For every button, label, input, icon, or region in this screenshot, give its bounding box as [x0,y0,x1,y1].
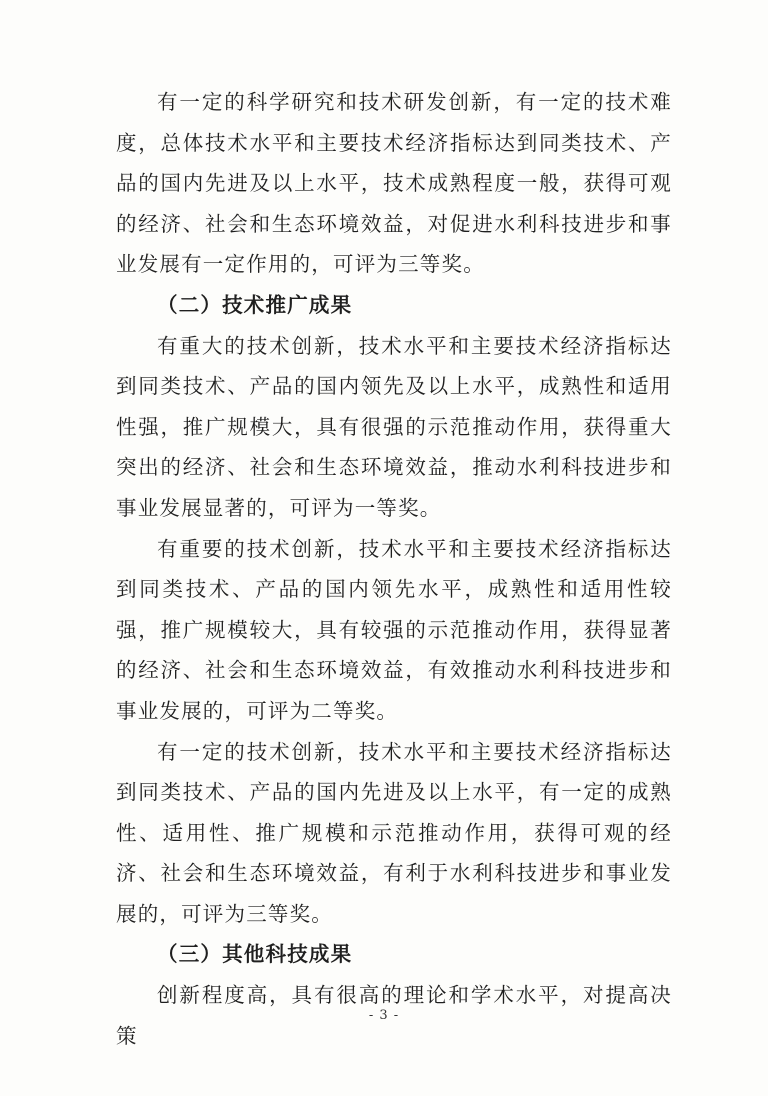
section-heading-tech-promotion: （二）技术推广成果 [157,292,353,317]
paragraph-first-prize-promotion: 有重大的技术创新，技术水平和主要技术经济指标达到同类技术、产品的国内领先及以上水平，成熟性和适用性强，推广规模大，具有很强的示范推动作用，获得重大突出的经济、社会和生态环境效益，推动水利科技进步和事业发展显著的，可评为一等奖。 [116,333,672,520]
paragraph-other-achievements: 创新程度高，具有很高的理论和学术水平，对提高决策 [116,983,672,1048]
document-body [116,82,672,1056]
paragraph-second-prize-promotion: 有重要的技术创新，技术水平和主要技术经济指标达到同类技术、产品的国内领先水平，成熟性和适用性较强，推广规模较大，具有较强的示范推动作用，获得显著的经济、社会和生态环境效益，有效推动水利科技进步和事业发展的，可评为二等奖。 [116,536,672,723]
paragraph-third-prize-promotion: 有一定的技术创新，技术水平和主要技术经济指标达到同类技术、产品的国内先进及以上水平，有一定的成熟性、适用性、推广规模和示范推动作用，获得可观的经济、社会和生态环境效益，有利于水利科技进步和事业发展的，可评为三等奖。 [116,739,672,926]
paragraph-third-prize-research: 有一定的科学研究和技术研发创新，有一定的技术难度，总体技术水平和主要技术经济指标达到同类技术、产品的国内先进及以上水平，技术成熟程度一般，获得可观的经济、社会和生态环境效益，对促进水利科技进步和事业发展有一定作用的，可评为三等奖。 [116,90,672,277]
page-number: - 3 - [368,1008,400,1023]
section-heading-other-achievements: （三）其他科技成果 [157,942,353,967]
